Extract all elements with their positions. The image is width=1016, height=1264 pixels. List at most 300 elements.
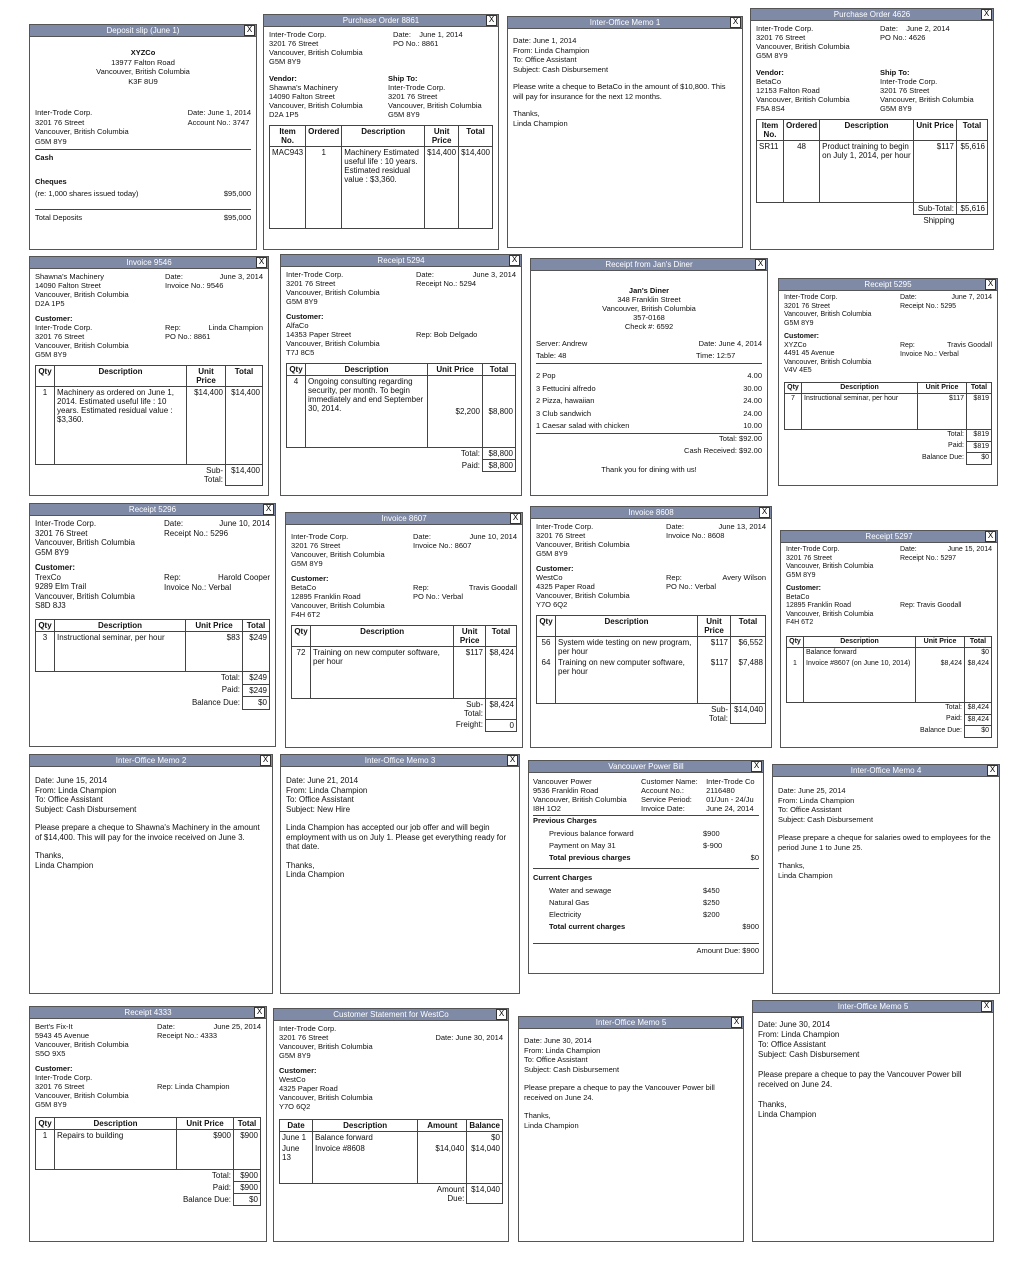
memo-to: To: Office Assistant — [286, 795, 354, 804]
paid-label: Paid: — [221, 685, 240, 694]
memo-thanks: Thanks, — [35, 851, 64, 860]
order-table — [756, 119, 988, 226]
charge-row — [549, 852, 759, 864]
rep-name: Travis Goodall — [947, 342, 992, 349]
address-line: 5943 45 Avenue — [35, 1031, 90, 1040]
column-header: Total — [226, 366, 263, 387]
column-header: Description — [55, 619, 186, 632]
item-name: 2 Pop — [536, 371, 556, 380]
address-line: Vancouver, British Columbia — [35, 538, 135, 547]
memo-date: Date: June 30, 2014 — [524, 1036, 592, 1045]
column-header: Amount — [418, 1120, 467, 1132]
address-line: Vancouver, British Columbia — [291, 601, 385, 610]
balance-due-label: Balance Due: — [921, 453, 964, 461]
table-row — [537, 703, 766, 724]
total-deposits: $95,000 — [223, 212, 251, 222]
po-number: PO No.: 8861 — [165, 332, 211, 341]
address-line: Vancouver, British Columbia — [96, 67, 190, 76]
close-icon[interactable]: X — [981, 9, 992, 20]
po-number: PO No.: Verbal — [666, 582, 717, 591]
memo-signature: Linda Champion — [758, 1110, 817, 1119]
address-line: Vancouver, British Columbia — [286, 288, 380, 297]
amount-due-label: Amount Due: — [436, 1184, 465, 1203]
address-line: 3201 76 Street — [286, 279, 336, 288]
field-label: Account No.: — [641, 786, 684, 795]
memo-date: Date: June 15, 2014 — [35, 776, 108, 785]
po-date: June 1, 2014 — [419, 30, 463, 39]
customer-label: Customer: — [291, 574, 329, 583]
charge-row — [549, 828, 759, 840]
address-line: 14353 Paper Street — [286, 330, 352, 339]
table-row — [785, 453, 992, 465]
window-title-bar — [531, 507, 771, 519]
address-line: AlfaCo — [286, 321, 309, 330]
amount-due: $14,040 — [467, 1183, 503, 1204]
address-line: 9536 Franklin Road — [533, 786, 599, 795]
close-icon[interactable]: X — [731, 1017, 742, 1028]
close-icon[interactable]: X — [987, 765, 998, 776]
window-title: Inter-Office Memo 3 — [364, 756, 436, 765]
address-line: G5M 8Y9 — [388, 110, 420, 119]
account-number: Account No.: 3747 — [187, 117, 250, 127]
subtotal-label: Sub-Total: — [708, 704, 728, 723]
vendor-label: Vendor: — [756, 68, 784, 77]
date-label: Date: — [900, 294, 917, 301]
memo-1-window — [507, 16, 743, 248]
memo-to: To: Office Assistant — [35, 795, 103, 804]
address-line: Vancouver, British Columbia — [756, 95, 850, 104]
column-header: Description — [342, 126, 425, 147]
table-cell — [787, 648, 804, 659]
address-line: 12153 Falton Road — [756, 86, 820, 95]
charge-row — [549, 840, 759, 852]
close-icon[interactable]: X — [985, 279, 996, 290]
charge-label: Previous balance forward — [549, 829, 634, 838]
table-row — [292, 699, 517, 720]
memo-body: Please prepare a cheque for salaries owed to employees for the period June 1 to June 25. — [778, 833, 991, 852]
invoice-table — [291, 625, 517, 732]
table-row — [36, 1194, 261, 1206]
customer-label: Customer: — [35, 1064, 73, 1073]
item-price: 30.00 — [743, 383, 762, 393]
charge-amount: $-900 — [703, 841, 723, 850]
memo-2-window — [29, 754, 273, 994]
window-title: Receipt 5297 — [865, 532, 913, 541]
total: $249 — [243, 672, 270, 685]
column-header: Total — [243, 619, 270, 632]
company-name: XYZCo — [130, 48, 156, 57]
memo-to: To: Office Assistant — [778, 805, 842, 814]
charge-amount: $900 — [703, 829, 720, 838]
column-header: Unit Price — [916, 636, 965, 648]
close-icon[interactable]: X — [510, 513, 521, 524]
rep-label: Rep: — [164, 573, 181, 582]
memo-thanks: Thanks, — [758, 1100, 787, 1109]
address-line: 3201 76 Street — [269, 39, 319, 48]
address-line: 3201 76 Street — [279, 1033, 329, 1042]
receipt-5294-window — [280, 254, 522, 496]
column-header: Unit Price — [428, 364, 483, 376]
charge-label: Total previous charges — [549, 853, 631, 862]
address-line: Inter-Trode Corp. — [536, 522, 594, 531]
table-cell: Machinery Estimated useful life : 10 years. Estimated residual value : $3,360. — [342, 147, 425, 229]
memo-body: Linda Champion has accepted our job offer and will begin employment with us on July 1. Please get everything ready for that date. — [286, 823, 507, 851]
table-cell: $8,424 — [916, 659, 965, 703]
subtotal: $14,400 — [226, 465, 263, 486]
table-cell: $0 — [467, 1132, 503, 1144]
customer-label: Customer: — [536, 564, 574, 573]
charge-amount: $250 — [703, 898, 720, 907]
table-row — [787, 648, 992, 659]
address-line: G5M 8Y9 — [291, 559, 323, 568]
window-title-bar — [531, 259, 767, 271]
column-header: Qty — [36, 619, 55, 632]
freight-label: Freight: — [455, 720, 483, 729]
table-cell: $249 — [243, 632, 270, 672]
item-price: 10.00 — [743, 421, 762, 430]
table-cell: $14,400 — [425, 147, 459, 229]
address-line: Vancouver, British Columbia — [286, 339, 380, 348]
window-title-bar — [529, 761, 763, 773]
address-line: BetaCo — [786, 593, 810, 601]
window-title: Inter-Office Memo 5 — [837, 1002, 909, 1011]
address-line: Vancouver, British Columbia — [536, 540, 630, 549]
memo-thanks: Thanks, — [513, 109, 540, 118]
close-icon[interactable]: X — [730, 17, 741, 28]
rep-name: Travis Goodall — [468, 583, 517, 592]
address-line: 3201 76 Street — [756, 33, 806, 42]
invoice-date: June 10, 2014 — [469, 532, 517, 541]
address-line: 3201 76 Street — [35, 528, 88, 538]
address-line: Vancouver, British Columbia — [35, 290, 129, 299]
window-title-bar — [751, 9, 993, 21]
thank-you-note: Thank you for dining with us! — [601, 464, 697, 474]
customer-label: Customer: — [279, 1066, 317, 1075]
table-cell: Invoice #8607 (on June 10, 2014) — [804, 659, 916, 703]
address-line: Vancouver, British Columbia — [786, 563, 874, 570]
column-header: Qty — [36, 366, 55, 387]
table-cell: $7,488 — [731, 657, 766, 703]
address-line: G5M 8Y9 — [286, 297, 318, 306]
address-line: Inter-Trode Corp. — [35, 519, 97, 528]
window-title: Deposit slip (June 1) — [106, 26, 180, 35]
column-header: Qty — [537, 616, 556, 637]
customer-label: Customer: — [286, 312, 324, 321]
column-header: Total — [459, 126, 493, 147]
column-header: Total — [957, 120, 988, 141]
address-line: G5M 8Y9 — [35, 1100, 67, 1109]
statement-date: Date: June 30, 2014 — [435, 1033, 503, 1042]
window-title-bar — [281, 755, 519, 767]
address-line: 4325 Paper Road — [279, 1084, 338, 1093]
table-row — [36, 1170, 261, 1182]
window-title-bar — [264, 15, 498, 27]
table-row — [785, 441, 992, 453]
rep-label: Rep: — [165, 323, 181, 332]
address-line: 348 Franklin Street — [617, 295, 681, 304]
column-header: Unit Price — [454, 626, 486, 647]
column-header: Unit Price — [187, 366, 226, 387]
address-line: 3201 76 Street — [784, 302, 830, 310]
address-line: G5M 8Y9 — [269, 57, 301, 66]
address-line: BetaCo — [291, 583, 317, 592]
receipt-number: Receipt No.: 5297 — [900, 554, 957, 562]
window-title-bar — [30, 25, 256, 37]
table-row — [287, 460, 516, 472]
total: $819 — [967, 430, 992, 442]
memo-thanks: Thanks, — [286, 860, 315, 870]
invoice-table — [35, 365, 263, 486]
table-cell — [916, 648, 965, 659]
window-title: Inter-Office Memo 1 — [589, 18, 661, 27]
memo-to: To: Office Assistant — [758, 1040, 826, 1049]
balance-due: $0 — [243, 697, 270, 710]
close-icon[interactable]: X — [254, 1007, 265, 1018]
address-line: Y7O 6Q2 — [279, 1102, 311, 1111]
address-line: Inter-Trode Corp. — [279, 1024, 337, 1033]
diner-receipt-window — [530, 258, 768, 496]
total: $8,800 — [483, 448, 516, 460]
date-label: Date: — [165, 272, 183, 281]
table-cell: $83 — [186, 632, 243, 672]
customer-label: Customer: — [784, 333, 820, 340]
address-line: Vancouver, British Columbia — [35, 127, 129, 136]
table-row — [287, 376, 516, 448]
close-icon[interactable]: X — [244, 25, 255, 36]
address-line: 14090 Falton Street — [269, 92, 335, 101]
memo-subject: Subject: Cash Disbursement — [35, 804, 137, 814]
previous-charges-heading: Previous Charges — [533, 816, 597, 825]
column-header: Description — [306, 364, 428, 376]
date-label: Date: — [416, 270, 434, 279]
address-line: Vancouver, British Columbia — [279, 1042, 373, 1051]
table-row — [537, 657, 766, 703]
address-line: G5M 8Y9 — [35, 136, 67, 146]
address-line: Inter-Trode Corp. — [269, 30, 327, 39]
address-line: Shawna's Machinery — [35, 272, 104, 281]
table-cell: Instructional seminar, per hour — [802, 394, 918, 430]
memo-5-window — [752, 1000, 994, 1242]
table-cell: June 1 — [280, 1132, 313, 1144]
field-label: Invoice Date: — [641, 804, 685, 813]
charge-label: Total current charges — [549, 922, 626, 931]
column-header: Unit Price — [918, 382, 967, 394]
charge-amount: $450 — [703, 886, 720, 895]
address-line: F5A 8S4 — [756, 104, 785, 113]
memo-thanks: Thanks, — [524, 1111, 551, 1120]
window-title-bar — [30, 257, 268, 269]
total: $8,424 — [965, 703, 992, 715]
receipt-number: Receipt No.: 4333 — [157, 1031, 218, 1040]
date-label: Date: — [393, 30, 411, 39]
list-item — [536, 383, 762, 396]
column-header: Description — [313, 1120, 418, 1132]
address-line: Inter-Trode Corp. — [786, 546, 840, 553]
charge-row — [549, 921, 759, 933]
address-line: 3201 76 Street — [388, 92, 438, 101]
close-icon[interactable]: X — [985, 531, 996, 542]
cheque-note: (re: 1,000 shares issued today) — [35, 189, 139, 198]
table-row — [280, 1143, 503, 1183]
address-line: Inter-Trode Corp. — [880, 77, 938, 86]
memo-signature: Linda Champion — [286, 870, 345, 879]
table-cell: 7 — [785, 394, 802, 430]
item-name: 3 Fettucini alfredo — [536, 383, 596, 393]
invoice-number: Invoice No.: 8608 — [666, 531, 725, 540]
check-number: Check #: 6592 — [624, 322, 674, 331]
close-icon[interactable]: X — [759, 507, 770, 518]
diner-total: Total: $92.00 — [719, 433, 762, 443]
window-title-bar — [286, 513, 522, 525]
address-line: Shawna's Machinery — [269, 83, 338, 92]
table-cell: $819 — [967, 394, 992, 430]
memo-date: Date: June 1, 2014 — [513, 36, 577, 45]
memo-from: From: Linda Champion — [524, 1045, 601, 1055]
receipt-date: June 25, 2014 — [213, 1022, 261, 1031]
table-cell: System wide testing on new program, per hour — [556, 637, 698, 658]
paid: $8,424 — [965, 714, 992, 726]
cheques-label: Cheques — [35, 176, 67, 186]
window-title-bar — [519, 1017, 743, 1029]
cash-label: Cash — [35, 153, 54, 162]
table-cell: 1 — [36, 1130, 55, 1170]
close-icon[interactable]: X — [507, 755, 518, 766]
address-line: Inter-Trode Corp. — [784, 294, 838, 301]
address-line: 14090 Falton Street — [35, 281, 101, 290]
balance-due-label: Balance Due: — [182, 1194, 231, 1204]
table-row — [36, 684, 270, 697]
column-header: Total — [234, 1118, 261, 1130]
close-icon[interactable]: X — [260, 755, 271, 766]
address-line: D2A 1P5 — [35, 299, 65, 308]
window-title: Purchase Order 8861 — [342, 16, 420, 25]
table-cell: $14,040 — [418, 1143, 467, 1183]
subtotal: $14,040 — [731, 703, 766, 724]
table-row — [785, 430, 992, 442]
memo-signature: Linda Champion — [524, 1120, 579, 1130]
amount-due: Amount Due: $900 — [696, 946, 759, 955]
close-icon[interactable]: X — [755, 259, 766, 270]
table-cell: $14,400 — [226, 387, 263, 465]
receipt-5295-window — [778, 278, 998, 486]
column-header: Qty — [785, 382, 802, 394]
table-cell: $2,200 — [428, 376, 483, 448]
address-line: Vancouver, British Columbia — [291, 550, 385, 559]
diner-date: Date: June 4, 2014 — [698, 339, 762, 348]
receipt-5297-window — [780, 530, 998, 748]
address-line: D2A 1P5 — [269, 110, 299, 119]
column-header: Description — [802, 382, 918, 394]
address-line: Vancouver, British Columbia — [269, 101, 363, 110]
subtotal-label: Sub-Total: — [914, 203, 957, 215]
address-line: 12895 Franklin Road — [291, 592, 361, 601]
address-line: Vancouver, British Columbia — [35, 591, 135, 601]
close-icon[interactable]: X — [751, 761, 762, 772]
memo-date: Date: June 30, 2014 — [758, 1020, 831, 1029]
table-cell: 1 — [787, 659, 804, 703]
close-icon[interactable]: X — [981, 1001, 992, 1012]
column-header: Total — [967, 382, 992, 394]
column-header: Unit Price — [186, 619, 243, 632]
table-cell: 72 — [292, 647, 311, 699]
receipt-table — [786, 636, 992, 738]
subtotal-label: Sub-Total: — [463, 700, 483, 718]
table-cell: MAC943 — [270, 147, 306, 229]
customer-name: Inter-Trode Co — [706, 777, 755, 786]
address-line: 12895 Franklin Road — [786, 602, 851, 609]
memo-to: To: Office Assistant — [513, 55, 577, 64]
column-header: Ordered — [306, 126, 342, 147]
table-cell: Machinery as ordered on June 1, 2014. Estimated useful life : 10 years. Estimated residual value : $3,360. — [55, 387, 187, 465]
total-label: Total: — [945, 704, 962, 711]
address-line: F4H 6T2 — [786, 619, 814, 626]
column-header: Qty — [36, 1118, 55, 1130]
close-icon[interactable]: X — [496, 1009, 507, 1020]
address-line: Vancouver, British Columbia — [35, 1040, 129, 1049]
cheque-amount: $95,000 — [223, 189, 251, 198]
address-line: Vancouver Power — [533, 777, 592, 786]
address-line: I8H 1O2 — [533, 804, 561, 813]
address-line: V4V 4E5 — [784, 367, 812, 374]
close-icon[interactable]: X — [256, 257, 267, 268]
table-row — [280, 1132, 503, 1144]
column-header: Description — [311, 626, 454, 647]
window-title: Customer Statement for WestCo — [333, 1010, 449, 1019]
address-line: G5M 8Y9 — [756, 51, 788, 60]
invoice-number: Invoice No.: 9546 — [165, 281, 224, 290]
column-header: Total — [965, 636, 992, 648]
table-row — [280, 1183, 503, 1204]
address-line: Inter-Trode Corp. — [291, 532, 349, 541]
memo-body: Please prepare a cheque to pay the Vancouver Power bill received on June 24. — [758, 1070, 962, 1089]
column-header: Ordered — [784, 120, 820, 141]
charge-label: Water and sewage — [549, 886, 612, 895]
window-title: Invoice 9546 — [126, 258, 172, 267]
table-row — [36, 632, 270, 672]
close-icon[interactable]: X — [509, 255, 520, 266]
purchase-order-4626-window — [750, 8, 994, 250]
total: $900 — [234, 1170, 261, 1182]
table-cell: Repairs to building — [55, 1130, 177, 1170]
window-title: Invoice 8608 — [628, 508, 674, 517]
memo-date: Date: June 25, 2014 — [778, 786, 846, 795]
address-line: Vancouver, British Columbia — [269, 48, 363, 57]
memo-subject: Subject: Cash Disbursement — [524, 1064, 620, 1074]
receipt-number: Receipt No.: 5295 — [900, 302, 957, 310]
memo-from: From: Linda Champion — [778, 795, 855, 805]
window-title-bar — [30, 1007, 266, 1019]
address-line: Inter-Trode Corp. — [35, 323, 93, 332]
table-row — [36, 1182, 261, 1194]
column-header: Unit Price — [698, 616, 731, 637]
cash-received: Cash Received: $92.00 — [684, 445, 762, 455]
subtotal: $8,424 — [486, 699, 517, 720]
close-icon[interactable]: X — [486, 15, 497, 26]
address-line: WestCo — [536, 573, 563, 582]
table-row — [36, 672, 270, 685]
total-label: Total: — [220, 673, 240, 682]
table-row — [787, 714, 992, 726]
invoice-8608-window — [530, 506, 772, 748]
address-line: G5M 8Y9 — [784, 319, 814, 327]
table-row — [36, 465, 263, 486]
address-line: G5M 8Y9 — [35, 350, 67, 359]
memo-to: To: Office Assistant — [524, 1055, 588, 1064]
rep-name: Rep: Linda Champion — [157, 1082, 230, 1091]
table-cell: $117 — [698, 657, 731, 703]
close-icon[interactable]: X — [263, 504, 274, 515]
statement-table — [279, 1119, 503, 1204]
